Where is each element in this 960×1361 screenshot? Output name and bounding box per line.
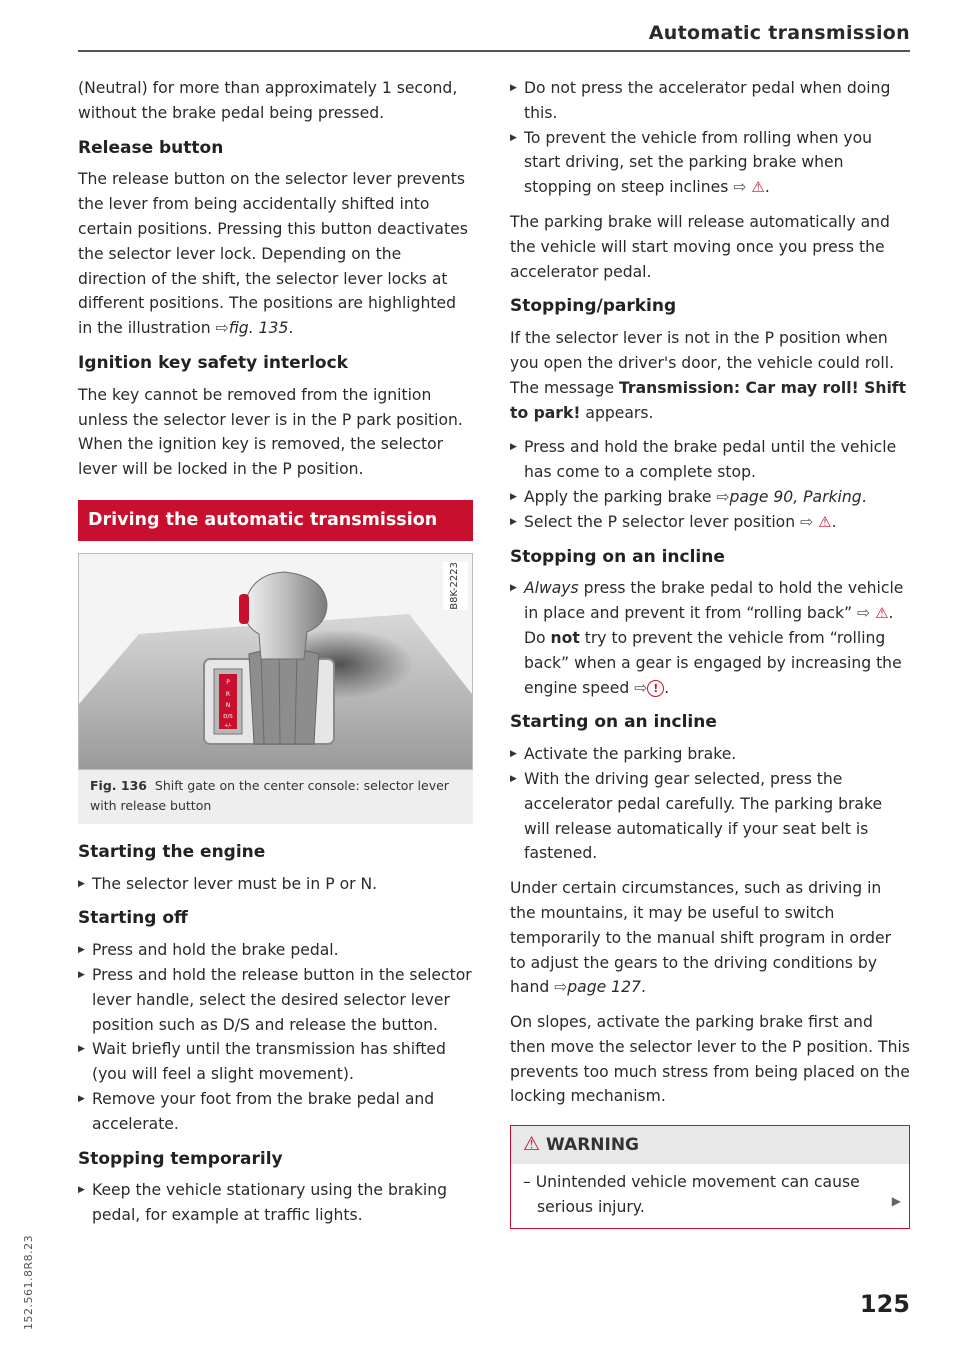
fig-135-link[interactable]: fig. 135 <box>228 319 289 338</box>
starting-engine-list <box>78 872 473 897</box>
figure-caption <box>78 770 473 824</box>
right-column <box>510 76 910 1229</box>
release-paragraph: The release button on the selector lever prevents the lever from being accidentally shifted into certain positions. Pressing this button deactivates the selector lever lock. Depending on the direction of the shift, the selector lever locks at different positions. The positions are highlighted in the illustration ⇨fig. 135. <box>78 170 468 338</box>
list-item: ▶ Do not press the accelerator pedal when doing this. <box>510 76 910 126</box>
warning-icon[interactable]: ⚠ <box>818 512 832 531</box>
figure-136 <box>78 553 473 770</box>
heading-ignition-interlock: Ignition key safety interlock <box>78 352 348 373</box>
starting-off-list <box>78 938 473 1136</box>
stopping-incline-list <box>510 576 910 700</box>
stopping-paragraph: If the selector lever is not in the P position when you open the driver's door, the vehicle could roll. The message Transmission: Car may roll! Shift to park! appears. <box>510 329 907 422</box>
shift-gate-illustration <box>79 554 472 769</box>
lever-boot <box>249 649 319 744</box>
figure-caption-text: Shift gate on the center console: selector lever with release button <box>90 777 449 813</box>
stopping-parking-list <box>510 435 910 534</box>
heading-starting-incline: Starting on an incline <box>510 712 717 733</box>
warning-icon[interactable]: ⚠ <box>875 604 889 623</box>
release-button <box>239 594 249 624</box>
page-90-link[interactable]: page 90, Parking <box>729 487 862 506</box>
document-code: 152.561.8R8.23 <box>22 1234 35 1330</box>
warning-text: – Unintended vehicle movement can cause serious injury. <box>523 1173 860 1216</box>
figure-label: Fig. 136 <box>90 777 147 793</box>
page-127-link[interactable]: page 127 <box>567 978 641 997</box>
gate-n: N <box>225 701 231 709</box>
top-list <box>510 76 910 200</box>
heading-stopping-parking: Stopping/parking <box>510 296 677 317</box>
section-title: Automatic transmission <box>648 22 910 44</box>
warning-icon: ⚠ <box>523 1133 541 1156</box>
header-rule <box>78 50 910 52</box>
heading-stopping-temporarily: Stopping temporarily <box>78 1148 283 1169</box>
warning-title: WARNING <box>546 1135 640 1156</box>
gate-manual: +/- <box>224 722 232 729</box>
mountains-paragraph: Under certain circumstances, such as driving in the mountains, it may be useful to switch temporarily to the manual shift program in order to adjust the gears to the driving conditions by hand ⇨page 127. <box>510 879 891 997</box>
gate-r: R <box>225 690 231 698</box>
page-number: 125 <box>859 1290 910 1318</box>
warning-box <box>510 1125 910 1228</box>
warning-icon[interactable]: ⚠ <box>751 178 765 197</box>
chapter-band: Driving the automatic transmission <box>78 500 473 541</box>
heading-release-button: Release button <box>78 137 224 158</box>
list-item: ▶ Keep the vehicle stationary using the braking pedal, for example at traffic lights. <box>78 1178 473 1228</box>
list-item: ▶ Select the P selector lever position ⇨ ⚠. <box>510 510 910 535</box>
heading-starting-engine: Starting the engine <box>78 841 266 862</box>
gate-ds: D/S <box>223 713 233 720</box>
continue-arrow-icon: ▶ <box>891 1193 901 1208</box>
left-column <box>78 76 473 1238</box>
ignition-paragraph: The key cannot be removed from the ignition unless the selector lever is in the P park position. When the ignition key is removed, the selector lever will be locked in the P position. <box>78 385 463 479</box>
stopping-temp-list <box>78 1178 473 1228</box>
list-item: ▶ Press and hold the brake pedal until the vehicle has come to a complete stop. <box>510 435 910 485</box>
list-item: ▶ With the driving gear selected, press the accelerator pedal carefully. The parking brake will release automatically if your seat belt is fastened. <box>510 767 910 866</box>
heading-starting-off: Starting off <box>78 908 188 929</box>
intro-paragraph: (Neutral) for more than approximately 1 second, without the brake pedal being pressed. <box>78 79 458 122</box>
gate-p: P <box>226 678 230 686</box>
list-item: ▶ Activate the parking brake. <box>510 742 910 767</box>
list-item: ▶ Wait briefly until the transmission has shifted (you will feel a slight movement). <box>78 1037 473 1087</box>
heading-stopping-incline: Stopping on an incline <box>510 546 725 567</box>
list-item: ▶ To prevent the vehicle from rolling when you start driving, set the parking brake when stopping on steep inclines ⇨ ⚠. <box>510 126 910 200</box>
list-item: ▶ The selector lever must be in P or N. <box>78 872 473 897</box>
warning-header <box>511 1126 909 1164</box>
list-item: ▶ Always press the brake pedal to hold the vehicle in place and prevent it from “rolling back” ⇨ ⚠. Do not try to prevent the vehicle from “rolling back” when a gear is engaged by increasing the engine speed ⇨ ! . <box>510 576 910 700</box>
warning-body <box>511 1164 909 1228</box>
list-item: ▶ Apply the parking brake ⇨page 90, Parking. <box>510 485 910 510</box>
list-item: ▶ Press and hold the brake pedal. <box>78 938 473 963</box>
starting-incline-list <box>510 742 910 866</box>
parking-brake-paragraph: The parking brake will release automatically and the vehicle will start moving once you press the accelerator pedal. <box>510 212 890 281</box>
slopes-paragraph: On slopes, activate the parking brake first and then move the selector lever to the P position. This prevents too much stress from being placed on the locking mechanism. <box>510 1013 910 1106</box>
list-item: ▶ Remove your foot from the brake pedal and accelerate. <box>78 1087 473 1137</box>
figure-code: B8K-2223 <box>443 562 468 610</box>
list-item: ▶ Press and hold the release button in the selector lever handle, select the desired selector lever position such as D/S and release the button. <box>78 963 473 1037</box>
caution-icon[interactable]: ! <box>647 680 664 697</box>
message-text: Transmission: Car may roll! Shift to park! <box>510 378 907 422</box>
